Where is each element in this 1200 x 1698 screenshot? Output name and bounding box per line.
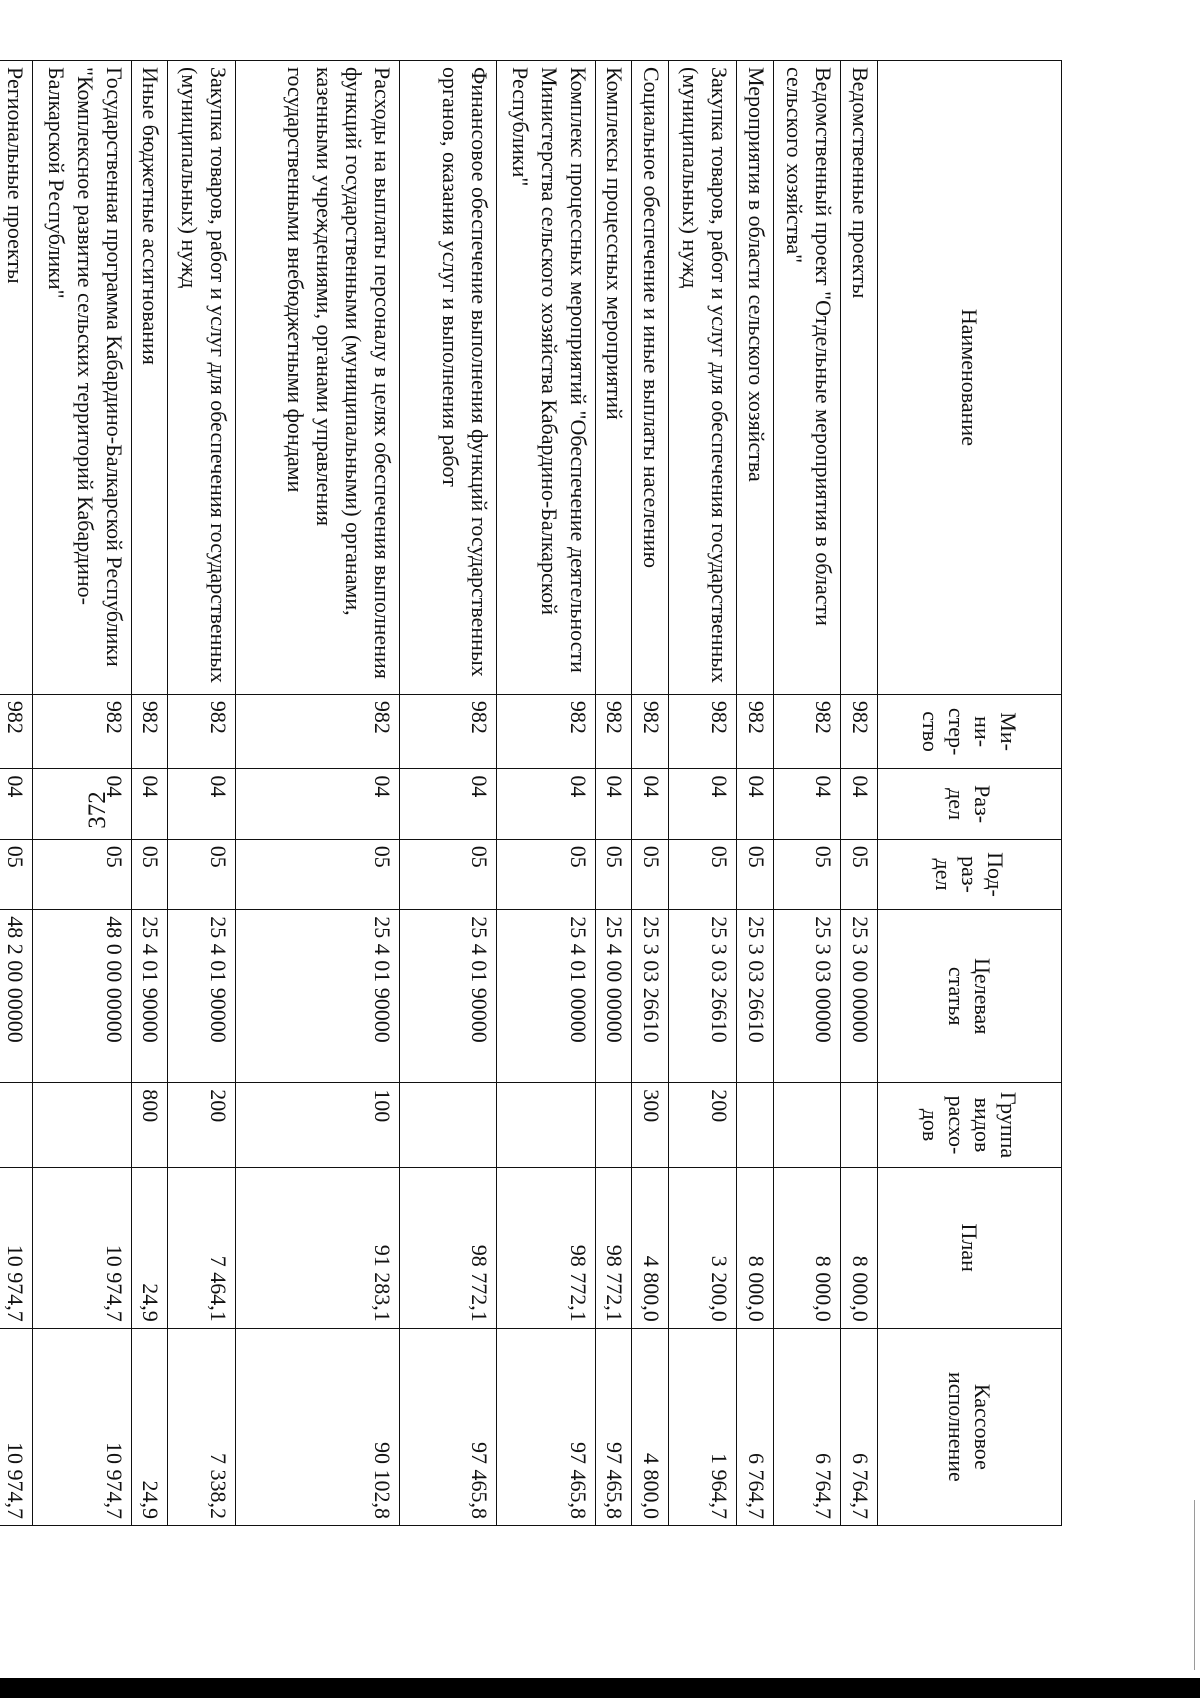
row-target-article: 25 3 03 26610 <box>632 910 669 1083</box>
row-expense-group <box>841 1083 878 1168</box>
row-subsection: 05 <box>669 839 737 909</box>
row-section: 04 <box>32 769 131 839</box>
table-row <box>736 61 773 1526</box>
row-section: 04 <box>0 769 32 839</box>
row-name: Закупка товаров, работ и услуг для обеспечения государственных (муниципальных) нужд <box>168 61 236 695</box>
row-ministry: 982 <box>399 694 496 768</box>
row-plan: 8 000,0 <box>841 1167 878 1328</box>
page-number: 372 <box>84 791 111 829</box>
row-name: Ведомственные проекты <box>841 61 878 695</box>
row-subsection: 05 <box>0 839 32 909</box>
row-subsection: 05 <box>736 839 773 909</box>
row-subsection: 05 <box>131 839 168 909</box>
row-expense-group <box>595 1083 632 1168</box>
row-target-article: 25 4 01 00000 <box>496 910 595 1083</box>
table-row <box>595 61 632 1526</box>
row-cash-execution: 97 465,8 <box>399 1328 496 1525</box>
row-expense-group: 200 <box>168 1083 236 1168</box>
scan-edge-line <box>1194 1500 1195 1670</box>
row-subsection: 05 <box>773 839 841 909</box>
row-ministry: 982 <box>595 694 632 768</box>
row-cash-execution: 10 974,7 <box>0 1328 32 1525</box>
row-ministry: 982 <box>131 694 168 768</box>
row-section: 04 <box>841 769 878 839</box>
row-ministry: 982 <box>841 694 878 768</box>
row-cash-execution: 4 800,0 <box>632 1328 669 1525</box>
table-row <box>496 61 595 1526</box>
table-body <box>0 61 878 1526</box>
row-cash-execution: 10 974,7 <box>32 1328 131 1525</box>
row-plan: 8 000,0 <box>773 1167 841 1328</box>
row-section: 04 <box>773 769 841 839</box>
row-target-article: 25 4 01 90000 <box>131 910 168 1083</box>
row-section: 04 <box>669 769 737 839</box>
row-plan: 98 772,1 <box>595 1167 632 1328</box>
row-subsection: 05 <box>632 839 669 909</box>
row-name: Финансовое обеспечение выполнения функций государственных органов, оказания услуг и выполнения работ <box>399 61 496 695</box>
header-ministry: Ми- ни- стер- ство <box>878 694 1062 768</box>
row-subsection: 05 <box>595 839 632 909</box>
header-plan: План <box>878 1167 1062 1328</box>
row-subsection: 05 <box>168 839 236 909</box>
row-section: 04 <box>632 769 669 839</box>
row-expense-group: 800 <box>131 1083 168 1168</box>
row-expense-group: 100 <box>236 1083 400 1168</box>
header-target-article: Целевая статья <box>878 910 1062 1083</box>
row-ministry: 982 <box>669 694 737 768</box>
row-plan: 10 974,7 <box>0 1167 32 1328</box>
row-ministry: 982 <box>736 694 773 768</box>
row-ministry: 982 <box>496 694 595 768</box>
row-expense-group <box>773 1083 841 1168</box>
row-cash-execution: 6 764,7 <box>841 1328 878 1525</box>
row-cash-execution: 7 338,2 <box>168 1328 236 1525</box>
row-name: Региональные проекты <box>0 61 32 695</box>
row-name: Социальное обеспечение и иные выплаты населению <box>632 61 669 695</box>
row-section: 04 <box>236 769 400 839</box>
row-expense-group <box>0 1083 32 1168</box>
row-target-article: 25 4 01 90000 <box>399 910 496 1083</box>
row-name: Мероприятия в области сельского хозяйства <box>736 61 773 695</box>
row-name: Комплекс процессных мероприятий "Обеспечение деятельности Министерства сельского хозяйства Кабардино-Балкарской Республики" <box>496 61 595 695</box>
row-ministry: 982 <box>773 694 841 768</box>
row-section: 04 <box>399 769 496 839</box>
row-target-article: 25 3 00 00000 <box>841 910 878 1083</box>
table-row <box>0 61 32 1526</box>
table-row <box>841 61 878 1526</box>
row-target-article: 25 3 03 26610 <box>669 910 737 1083</box>
table-row <box>773 61 841 1526</box>
table-header-row <box>878 61 1062 1526</box>
row-expense-group: 200 <box>669 1083 737 1168</box>
row-name: Комплексы процессных мероприятий <box>595 61 632 695</box>
row-ministry: 982 <box>236 694 400 768</box>
row-target-article: 25 4 01 90000 <box>236 910 400 1083</box>
row-plan: 4 800,0 <box>632 1167 669 1328</box>
header-section: Раз- дел <box>878 769 1062 839</box>
row-cash-execution: 90 102,8 <box>236 1328 400 1525</box>
row-ministry: 982 <box>632 694 669 768</box>
row-target-article: 25 3 03 00000 <box>773 910 841 1083</box>
row-target-article: 25 3 03 26610 <box>736 910 773 1083</box>
row-target-article: 25 4 01 90000 <box>168 910 236 1083</box>
row-ministry: 982 <box>168 694 236 768</box>
scan-bottom-border <box>0 1678 1200 1698</box>
row-expense-group <box>496 1083 595 1168</box>
row-ministry: 982 <box>0 694 32 768</box>
table-row <box>669 61 737 1526</box>
table-row <box>131 61 168 1526</box>
row-subsection: 05 <box>841 839 878 909</box>
row-subsection: 05 <box>399 839 496 909</box>
row-cash-execution: 97 465,8 <box>496 1328 595 1525</box>
header-expense-group: Группа видов расхо- дов <box>878 1083 1062 1168</box>
table-row <box>168 61 236 1526</box>
budget-table <box>0 60 1062 1526</box>
row-cash-execution: 24,9 <box>131 1328 168 1525</box>
row-cash-execution: 6 764,7 <box>736 1328 773 1525</box>
row-plan: 91 283,1 <box>236 1167 400 1328</box>
row-cash-execution: 1 964,7 <box>669 1328 737 1525</box>
row-target-article: 48 0 00 00000 <box>32 910 131 1083</box>
row-section: 04 <box>496 769 595 839</box>
row-subsection: 05 <box>236 839 400 909</box>
row-plan: 3 200,0 <box>669 1167 737 1328</box>
row-plan: 98 772,1 <box>399 1167 496 1328</box>
row-expense-group <box>399 1083 496 1168</box>
header-name: Наименование <box>878 61 1062 695</box>
header-cash-execution: Кассовое исполнение <box>878 1328 1062 1525</box>
row-expense-group: 300 <box>632 1083 669 1168</box>
row-target-article: 48 2 00 00000 <box>0 910 32 1083</box>
row-section: 04 <box>168 769 236 839</box>
budget-table-container <box>0 60 1062 1526</box>
row-section: 04 <box>736 769 773 839</box>
row-cash-execution: 97 465,8 <box>595 1328 632 1525</box>
row-ministry: 982 <box>32 694 131 768</box>
row-plan: 7 464,1 <box>168 1167 236 1328</box>
table-row <box>236 61 400 1526</box>
row-plan: 10 974,7 <box>32 1167 131 1328</box>
row-subsection: 05 <box>32 839 131 909</box>
row-plan: 8 000,0 <box>736 1167 773 1328</box>
row-subsection: 05 <box>496 839 595 909</box>
row-name: Ведомственный проект "Отдельные мероприятия в области сельского хозяйства" <box>773 61 841 695</box>
table-row <box>632 61 669 1526</box>
table-row <box>399 61 496 1526</box>
row-plan: 24,9 <box>131 1167 168 1328</box>
row-name: Закупка товаров, работ и услуг для обеспечения государственных (муниципальных) нужд <box>669 61 737 695</box>
row-plan: 98 772,1 <box>496 1167 595 1328</box>
row-name: Иные бюджетные ассигнования <box>131 61 168 695</box>
row-expense-group <box>736 1083 773 1168</box>
row-expense-group <box>32 1083 131 1168</box>
row-name: Расходы на выплаты персоналу в целях обеспечения выполнения функций государственными (муниципальными) органами, казенными учреждениями, органами управления государственными внебюджетными фондами <box>236 61 400 695</box>
header-subsection: Под- раз- дел <box>878 839 1062 909</box>
table-row <box>32 61 131 1526</box>
row-name: Государственная программа Кабардино-Балкарской Республики "Комплексное развитие сельских территорий Кабардино-Балкарской Республики" <box>32 61 131 695</box>
row-section: 04 <box>131 769 168 839</box>
row-section: 04 <box>595 769 632 839</box>
row-cash-execution: 6 764,7 <box>773 1328 841 1525</box>
row-target-article: 25 4 00 00000 <box>595 910 632 1083</box>
